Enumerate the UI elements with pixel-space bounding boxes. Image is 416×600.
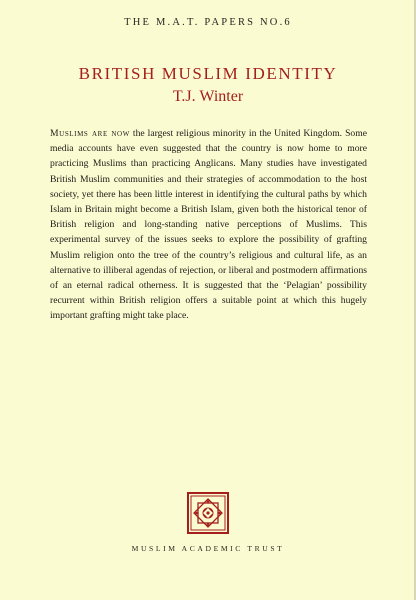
abstract-text bbox=[50, 126, 367, 324]
publisher-name: MUSLIM ACADEMIC TRUST bbox=[131, 544, 285, 553]
book-title: BRITISH MUSLIM IDENTITY bbox=[78, 64, 338, 83]
series-title: THE M.A.T. PAPERS NO.6 bbox=[124, 17, 292, 28]
abstract-lead-in: Muslims are now bbox=[50, 128, 130, 139]
author-name: T.J. Winter bbox=[172, 88, 244, 105]
publisher-logo-icon bbox=[187, 492, 229, 534]
abstract-body: the largest religious minority in the United Kingdom. Some media accounts have even suggested that the country is now home to more practicing Muslims than practicing Anglicans. Many studies have investigated British Muslim communities and their strategies of accommodation to the host society, yet there has been little interest in identifying the cultural paths by which Islam in Britain might become a British Islam, given both the historical tenor of British religion and long-standing native perceptions of Muslims. This experimental survey of the issues seeks to explore the possibility of grafting Muslim religion onto the tree of the country’s religious and cultural life, as an alternative to illiberal agendas of rejection, or liberal and postmodern affirmations of an eternal radical otherness. It is suggested that the ‘Pelagian’ possibility recurrent within British religion offers a suitable point at which this hugely important grafting might take place. bbox=[50, 128, 367, 322]
